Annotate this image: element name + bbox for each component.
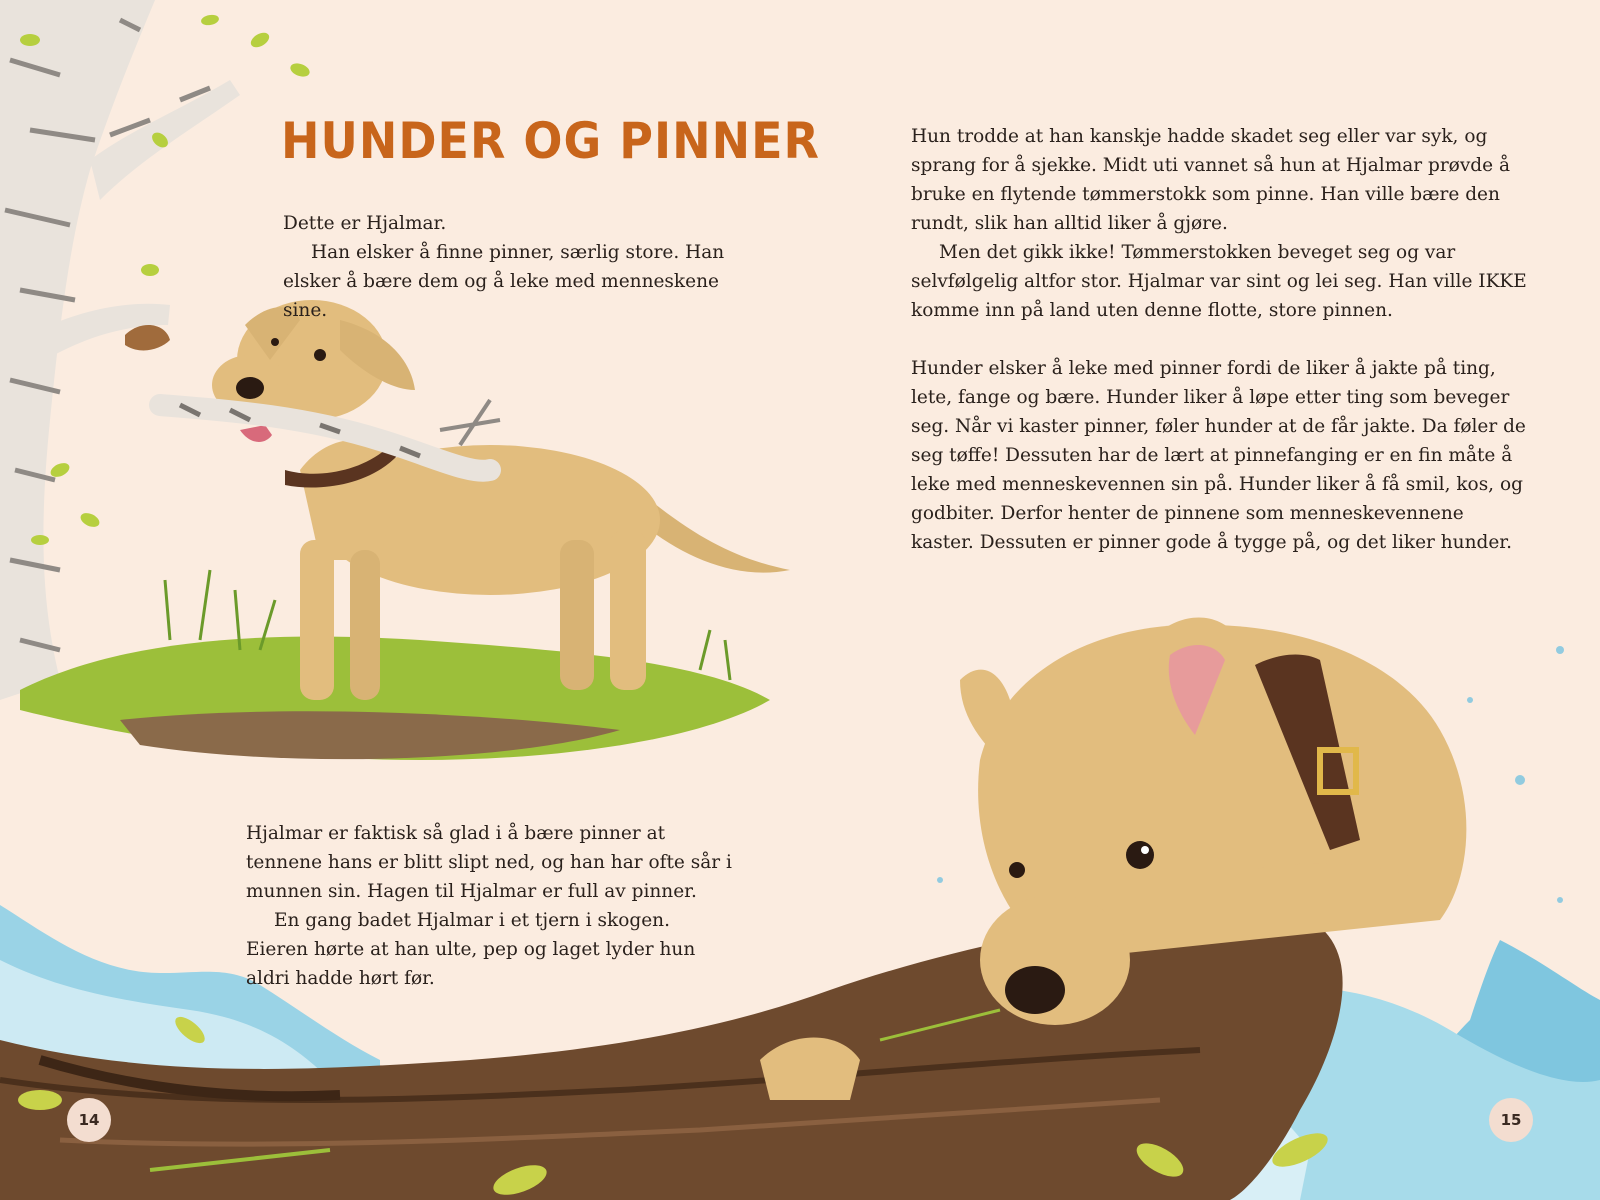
grass-illustration xyxy=(20,570,770,760)
page-number-right: 15 xyxy=(1489,1098,1533,1142)
page-number-left: 14 xyxy=(67,1098,111,1142)
text-block-right-top xyxy=(911,122,1531,325)
text-block-left-top xyxy=(283,209,743,325)
paragraph: Hunder elsker å leke med pinner fordi de liker å jakte på ting, lete, fange og bære. Hunder liker å løpe etter ting som beveger seg. Når vi kaster pinner, føler hunder at de får jakte. Da føler de seg tøffe! Dessuten har de lært at pinnefanging er en fin måte å leke med menneskevennen sin på. Hunder liker å få smil, kos, og godbiter. Derfor henter de pinnene som menneskevennene kaster. Dessuten er pinner gode å tygge på, og det liker hunder. xyxy=(911,358,1526,553)
paragraph: En gang badet Hjalmar i et tjern i skogen. Eieren hørte at han ulte, pep og laget lyder hun aldri hadde hørt før. xyxy=(246,910,696,989)
page-title: HUNDER OG PINNER xyxy=(281,111,820,170)
paragraph: Hun trodde at han kanskje hadde skadet seg eller var syk, og sprang for å sjekke. Midt uti vannet så hun at Hjalmar prøvde å bruke en flytende tømmerstokk som pinne. Han ville bære den rundt, slik han alltid liker å gjøre. xyxy=(911,126,1510,234)
paragraph: Hjalmar er faktisk så glad i å bære pinner at tennene hans er blitt slipt ned, og han har ofte sår i munnen sin. Hagen til Hjalmar er full av pinner. xyxy=(246,823,732,902)
paragraph: Han elsker å finne pinner, særlig store. Han elsker å bære dem og å leke med menneskene sine. xyxy=(283,242,725,321)
text-block-facts xyxy=(911,354,1531,557)
text-block-left-bottom xyxy=(246,819,736,993)
paragraph: Men det gikk ikke! Tømmerstokken beveget seg og var selvfølgelig altfor stor. Hjalmar var sint og lei seg. Han ville IKKE komme inn på land uten denne flotte, store pinnen. xyxy=(911,242,1527,321)
paragraph: Dette er Hjalmar. xyxy=(283,213,447,234)
